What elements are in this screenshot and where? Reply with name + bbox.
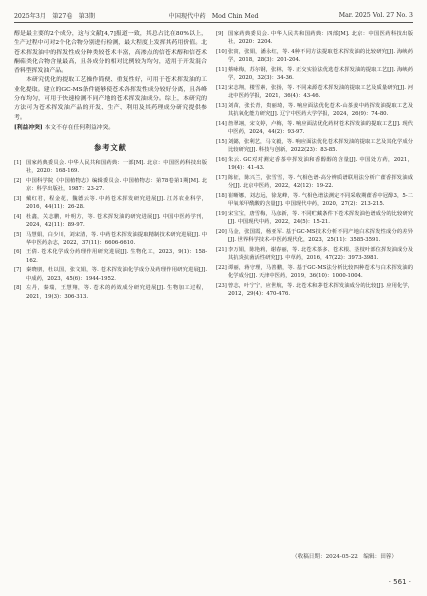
body-paragraph: 醇是最主要的2个成分，这与文献[4,7]报道一致，其总占比在80%以上，生产过程中可对2个化合物分别进行检测，最大程度上发挥其药用价值。北苍术挥发油中的挥发性成分种类较苍术丰富，高渗点的信苍术醇和信苍术酮萜类化合物含量最高，且各成分的相对比例较为均匀，适用于开发混合香料型挥发油产品。 (14, 31, 207, 75)
reference-item (216, 210, 413, 227)
reference-text: 戴红君，程金花，魏德云等. 中药苍术挥发研究进展[J]. 江苏农业科学，2016，44(11)：26-28. (26, 195, 207, 210)
reference-item (216, 30, 413, 47)
reference-text: 刘苗，张长青，贵丽琦，等. 响应面法优化苍术-山茶姜中药挥发油提取工艺及其抗氧化能力研究[J]. 辽宁中医药大学学报，2024，26(9)：74-80. (228, 102, 413, 118)
reference-text: 宋宝宝，唐雪梅，马彦新，等. 不同贮藏条件下苍术挥发油色谱成分的比较研究[J]. 中国现代中药，2022，24(5)：15-21. (228, 210, 413, 226)
reference-number: [6] (14, 249, 22, 256)
reference-text: 国家药典委员会. 中华人民共和国药典：四部[M]. 北京：中国医药科技出版社，2020：2204. (228, 31, 413, 46)
reference-number: [18] (216, 192, 227, 199)
reference-item (216, 84, 413, 101)
received-date: （收稿日期：2024-05-22 编辑：田蓉） (292, 554, 397, 560)
reference-number: [15] (216, 138, 227, 145)
reference-text: 杜鑫，关志鹏，叶明方，等. 苍术挥发油的研究进展[J]. 中国中医药学刊，2024，42(11)：89-97. (26, 213, 207, 228)
reference-item (216, 246, 413, 263)
reference-number: [1] (14, 159, 22, 166)
reference-number: [12] (216, 84, 227, 91)
reference-text: 马慧娟，白少川，刘宋清，等. 中药苍术挥发油提取精制技术研究进展[J]. 中华中医药杂志，2022，37(11)：6606-6610. (26, 231, 207, 246)
reference-item (216, 282, 413, 299)
reference-number: [2] (14, 177, 22, 184)
reference-item (216, 174, 413, 191)
reference-text: 崔晰娜，刘志远，徐龙峰，等. 气相色谱法测定不同采收期藿香中冠醇3，5-二甲氧苯甲酰酸的含量[J]. 中国现代中药，2020，27(2)：213-215. (228, 192, 413, 208)
reference-item (14, 159, 207, 176)
reference-number: [23] (216, 282, 227, 289)
reference-item (216, 156, 413, 173)
reference-item (14, 177, 207, 194)
reference-item (216, 192, 413, 209)
right-column (216, 30, 413, 550)
left-column (14, 30, 207, 550)
reference-text: 曾志，叶宁宁，应世航，等. 北苍术和茅苍术挥发油成分的比较[J]. 应用化学，2012，29(4)：470-476. (228, 282, 413, 298)
reference-text: 张寅，张娟，潘永红，等. 4种不同方法提取苍术挥发油的比较研究[J]. 海峡药学，2018，28(3)：201-204. (228, 48, 413, 64)
reference-number: [20] (216, 228, 227, 235)
reference-text: 王倩. 苍术化学成分药理作用研究进展[J]. 生物化工，2023，9(1)：158-162. (26, 249, 207, 264)
reference-list-left (14, 159, 207, 301)
reference-text: 宋志翔，楼雪素，张扬，等. 不同来源苍术挥发油的提取工艺及质量研究[J]. 河北中医药学报，2021，36(4)：43-46. (228, 84, 413, 100)
reference-number: [17] (216, 174, 227, 181)
reference-item (216, 138, 413, 155)
reference-text: 蔡咏梅，苏尔钢，张林，等. 正交实验法优选苍术挥发油的提取工艺[J]. 海峡药学，2020，32(3)：34-36. (228, 66, 413, 82)
header-issue: 2025年3月 第27卷 第3期 (14, 12, 95, 20)
references-title: 参考文献 (94, 143, 127, 153)
reference-text: 国家药典委员会. 中华人民共和国药典：一部[M]. 北京：中国医药科技出版社，2020：168-169. (26, 159, 207, 174)
reference-text: 马金，张国霞，杨亚军. 基于GC-MS技术分析不同产地白术挥发性成分的差异[J]. 世界科学技术-中医药现代化，2023，25(11)：3585-3591. (228, 228, 413, 244)
reference-item (14, 231, 207, 248)
reference-list-right (216, 30, 413, 298)
reference-number: [11] (216, 66, 227, 73)
reference-text: 谭丽，蒋守理，马善鹏，等. 基于GC-MS法分析比较四种苍术与白术挥发油的化学成分[J]. 天津中医药，2019，36(10)：1000-1004. (228, 264, 413, 280)
reference-number: [22] (216, 264, 227, 271)
conflict-text: 本文不存在任何利益冲突。 (44, 124, 115, 131)
reference-text: 中国科学院《中国植物志》编辑委员会. 中国植物志：第78卷第1期[M]. 北京：科学出版社，1987：23-27. (26, 177, 207, 192)
reference-number: [8] (14, 285, 22, 292)
reference-item (216, 48, 413, 65)
conflict-statement (14, 124, 207, 133)
header-journal: 中国现代中药 Mod Chin Med (168, 12, 259, 20)
reference-item (216, 66, 413, 83)
reference-number: [16] (216, 156, 227, 163)
reference-number: [19] (216, 210, 227, 217)
header-volume: Mar. 2025 Vol. 27 No. 3 (338, 11, 413, 19)
page-number: · 561 · (388, 578, 411, 586)
reference-text: 秦晓朋，杜以国，张文娟，等. 苍术挥发油化学成分及药理作用研究进展[J]. 中成药，2023，45(6)：1944-1952. (26, 267, 207, 282)
body-paragraph: 本研究优化的提取工艺操作简便、重复性好，可用于苍术挥发油的工业化提取。建立的GC-MS条件能够使苍术各挥发性成分较好分离，且各峰分布均匀，可用于快速检测不同产地的苍术挥发油成分。综上，本研究的方法可为苍术挥发油产品的开发、生产、利用及其药理成分研究提供参考。 (14, 77, 207, 121)
reference-text: 陈征，陈兴兰，张雪雪，等. 气相色谱-高分辨质谱联用法分析广藿香挥发油成分[J]. 北京中医药，2022，42(12)：19-22. (228, 174, 413, 190)
reference-number: [10] (216, 48, 227, 55)
reference-number: [13] (216, 102, 227, 109)
reference-number: [9] (216, 31, 224, 37)
reference-item (14, 195, 207, 212)
reference-item (14, 266, 207, 283)
conflict-tag: [利益冲突] (14, 124, 43, 131)
reference-item (14, 213, 207, 230)
running-header (14, 8, 413, 22)
reference-text: 詹翠翊，宋文婷，卢梅，等. 响应面法优化药材苍术挥发油的提取工艺[J]. 现代中医药，2024，44(2)：93-97. (228, 120, 413, 136)
reference-item (216, 228, 413, 245)
reference-item (216, 102, 413, 119)
reference-item (14, 284, 207, 301)
reference-text: 朱云. GC对对测定香茶中挥发油和香醇醇的含量[J]. 中国处方药，2021，19(4)：41-43. (228, 156, 413, 172)
reference-number: [5] (14, 231, 22, 238)
header-rule (14, 22, 413, 23)
reference-text: 刘懿，张利艺，马文毅，等. 响应面法优化苍术挥发油的提取工艺及其化学成分比较研究[J]. 科技与创新，2022(23)：83-85. (228, 138, 413, 154)
reference-item (216, 264, 413, 281)
reference-item (14, 248, 207, 265)
reference-text: 左丹，秦瑞，王慧翔，等. 苍术的药效成分研究进展[J]. 生物加工过程，2021，19(3)：306-313. (26, 285, 207, 300)
reference-number: [3] (14, 195, 22, 202)
reference-number: [7] (14, 267, 22, 274)
reference-number: [21] (216, 246, 227, 253)
reference-text: 李万娟，陈艳莉，谢春丽，等. 北苍术茶多、苍术根、茎枝叶部位挥发油成分及其抗炎抗菌活性研究[J]. 中草药，2016，47(22)：3973-3981. (228, 246, 413, 262)
reference-number: [14] (216, 120, 227, 127)
reference-number: [4] (14, 213, 22, 220)
reference-item (216, 120, 413, 137)
